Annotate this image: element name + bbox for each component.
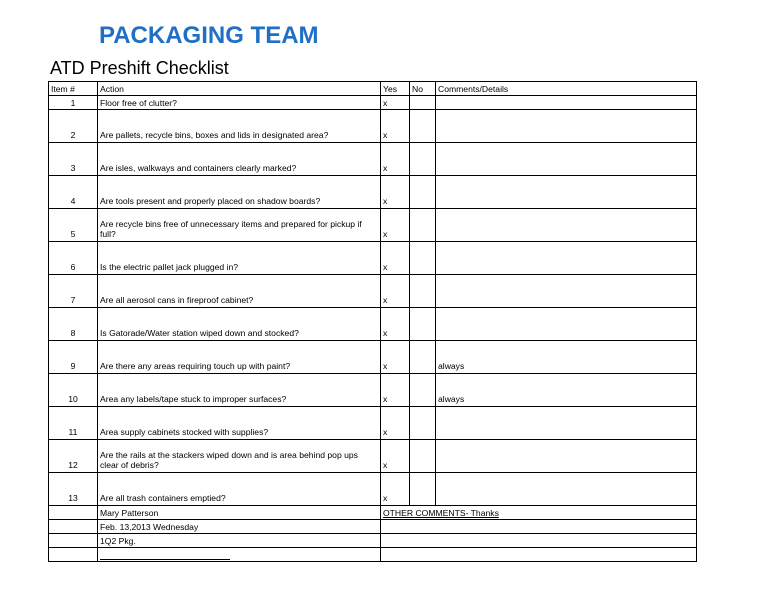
item-yes: x	[381, 96, 410, 110]
item-number: 12	[49, 440, 98, 473]
item-comment	[436, 242, 697, 275]
item-comment: always	[436, 374, 697, 407]
item-yes: x	[381, 374, 410, 407]
item-number: 3	[49, 143, 98, 176]
item-action: Are there any areas requiring touch up with paint?	[98, 341, 381, 374]
item-number: 2	[49, 110, 98, 143]
item-no	[410, 341, 436, 374]
item-action: Is the electric pallet jack plugged in?	[98, 242, 381, 275]
item-action: Are recycle bins free of unnecessary items and prepared for pickup if full?	[98, 209, 381, 242]
footer-cell-empty	[49, 506, 98, 520]
item-yes: x	[381, 440, 410, 473]
item-number: 4	[49, 176, 98, 209]
footer-cell-empty	[49, 520, 98, 534]
table-row	[49, 96, 697, 110]
item-comment	[436, 176, 697, 209]
header-row	[49, 82, 697, 96]
item-comment	[436, 275, 697, 308]
table-row	[49, 473, 697, 506]
signature-line-cell	[98, 548, 381, 562]
footer-cell-empty	[49, 548, 98, 562]
item-yes: x	[381, 407, 410, 440]
item-comment	[436, 308, 697, 341]
item-no	[410, 242, 436, 275]
item-yes: x	[381, 341, 410, 374]
item-number: 13	[49, 473, 98, 506]
team-title: PACKAGING TEAM	[99, 22, 319, 49]
item-yes: x	[381, 110, 410, 143]
item-no	[410, 374, 436, 407]
header-comments: Comments/Details	[436, 82, 697, 96]
item-comment	[436, 407, 697, 440]
item-no	[410, 176, 436, 209]
document-title: ATD Preshift Checklist	[50, 58, 229, 78]
item-no	[410, 407, 436, 440]
header-item-number: Item #	[49, 82, 98, 96]
other-comments-line	[381, 520, 697, 534]
item-no	[410, 143, 436, 176]
item-comment	[436, 96, 697, 110]
item-number: 6	[49, 242, 98, 275]
table-row	[49, 275, 697, 308]
table-row	[49, 440, 697, 473]
item-yes: x	[381, 176, 410, 209]
item-no	[410, 308, 436, 341]
item-number: 8	[49, 308, 98, 341]
other-comments-text: OTHER COMMENTS- Thanks	[383, 507, 499, 518]
table-row	[49, 341, 697, 374]
item-comment	[436, 143, 697, 176]
item-action: Is Gatorade/Water station wiped down and stocked?	[98, 308, 381, 341]
footer-row-signature	[49, 548, 697, 562]
item-number: 9	[49, 341, 98, 374]
table-row	[49, 407, 697, 440]
item-no	[410, 96, 436, 110]
item-yes: x	[381, 143, 410, 176]
item-no	[410, 209, 436, 242]
table-row	[49, 143, 697, 176]
item-action: Are tools present and properly placed on shadow boards?	[98, 176, 381, 209]
table-row	[49, 209, 697, 242]
table-row	[49, 374, 697, 407]
item-number: 11	[49, 407, 98, 440]
item-action: Are the rails at the stackers wiped down and is area behind pop ups clear of debris?	[98, 440, 381, 473]
item-number: 5	[49, 209, 98, 242]
item-comment	[436, 110, 697, 143]
item-no	[410, 110, 436, 143]
header-action: Action	[98, 82, 381, 96]
item-no	[410, 473, 436, 506]
other-comments-line	[381, 534, 697, 548]
table-row	[49, 242, 697, 275]
item-no	[410, 440, 436, 473]
other-comments-line	[381, 548, 697, 562]
item-number: 1	[49, 96, 98, 110]
signature-dept: 1Q2 Pkg.	[98, 534, 381, 548]
footer-row-name	[49, 506, 697, 520]
footer-row-date	[49, 520, 697, 534]
item-yes: x	[381, 242, 410, 275]
item-action: Are pallets, recycle bins, boxes and lids in designated area?	[98, 110, 381, 143]
item-number: 7	[49, 275, 98, 308]
item-no	[410, 275, 436, 308]
header-yes: Yes	[381, 82, 410, 96]
item-number: 10	[49, 374, 98, 407]
item-comment	[436, 473, 697, 506]
item-action: Are all aerosol cans in fireproof cabinet?	[98, 275, 381, 308]
header-no: No	[410, 82, 436, 96]
item-comment	[436, 209, 697, 242]
footer-row-dept	[49, 534, 697, 548]
table-row	[49, 110, 697, 143]
table-row	[49, 176, 697, 209]
checklist-table	[48, 81, 697, 562]
item-action: Are all trash containers emptied?	[98, 473, 381, 506]
item-action: Are isles, walkways and containers clearly marked?	[98, 143, 381, 176]
signature-date: Feb. 13,2013 Wednesday	[98, 520, 381, 534]
item-yes: x	[381, 209, 410, 242]
item-action: Floor free of clutter?	[98, 96, 381, 110]
item-action: Area any labels/tape stuck to improper surfaces?	[98, 374, 381, 407]
item-yes: x	[381, 473, 410, 506]
signature-name: Mary Patterson	[98, 506, 381, 520]
item-comment: always	[436, 341, 697, 374]
signature-line	[100, 550, 230, 560]
item-comment	[436, 440, 697, 473]
item-yes: x	[381, 308, 410, 341]
footer-cell-empty	[49, 534, 98, 548]
table-row	[49, 308, 697, 341]
item-yes: x	[381, 275, 410, 308]
other-comments-label	[381, 506, 697, 520]
item-action: Area supply cabinets stocked with supplies?	[98, 407, 381, 440]
